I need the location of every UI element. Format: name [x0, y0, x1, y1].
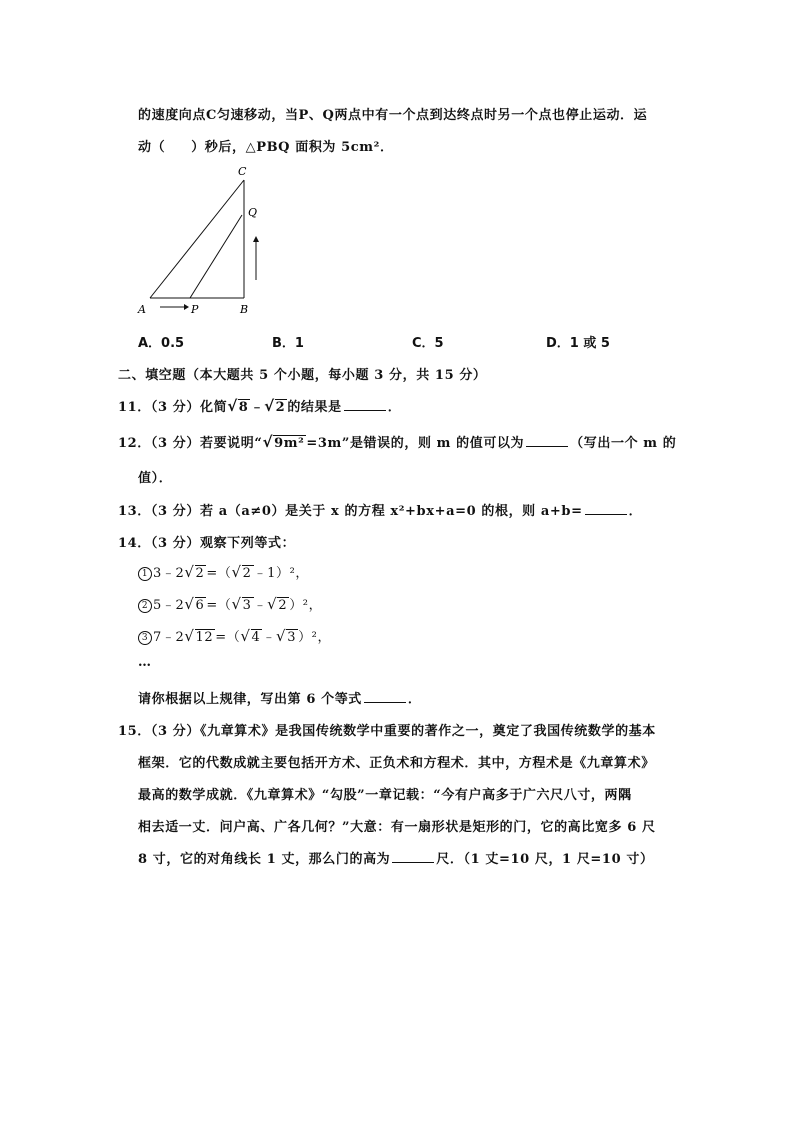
q14-ellipsis: …	[138, 655, 152, 670]
q10-line1: 的速度向点C匀速移动，当P、Q两点中有一个点到达终点时另一个点也停止运动．运	[138, 108, 648, 123]
q14-eq-3	[138, 626, 331, 645]
label-p: P	[191, 303, 199, 316]
eq1-rhs-radicand: 2	[242, 566, 252, 581]
q11-answer-blank	[344, 400, 386, 411]
q12-eq: =3m	[306, 436, 342, 451]
sqrt-4: √4	[240, 627, 261, 645]
label-a: A	[138, 303, 146, 316]
circled-number-3: 3	[138, 631, 152, 645]
eq2-lhs-radicand: 6	[195, 598, 205, 613]
eq3-rhs-open: =（	[215, 630, 241, 645]
eq2-rhs-radicand-1: 3	[242, 598, 252, 613]
q15-line5	[138, 848, 654, 867]
label-c: C	[238, 165, 247, 178]
q12-answer-blank	[526, 436, 568, 447]
q15-answer-blank	[392, 852, 434, 863]
eq1-rhs-open: =（	[206, 566, 232, 581]
q12-pre: （3 分）若要说明“	[150, 436, 263, 451]
sqrt-2: √2	[231, 563, 252, 581]
eq3-rhs-radicand-2: 3	[287, 630, 297, 645]
sqrt-9m2: √9m²	[262, 433, 305, 451]
arrow-ap-head-icon	[184, 304, 189, 310]
eq2-lhs: 5﹣2	[153, 598, 185, 613]
q13-answer-blank	[585, 504, 627, 515]
option-c: C．5	[412, 336, 444, 351]
q15-line1: （3 分）《九章算术》是我国传统数学中重要的著作之一，奠定了我国传统数学的基本	[150, 724, 656, 739]
q11-radicand-1: 8	[238, 400, 249, 415]
q15-line5-b: 尺．（1 丈=10 尺，1 尺=10 寸）	[436, 852, 654, 867]
q14-number: 14．	[118, 536, 151, 551]
eq2-rhs-open: =（	[206, 598, 232, 613]
label-b: B	[240, 303, 249, 316]
q11-end: ．	[387, 400, 402, 415]
q15-line5-a: 8 寸，它的对角线长 1 丈，那么门的高为	[138, 852, 391, 867]
eq1-lhs: 3﹣2	[153, 566, 185, 581]
option-b: B．1	[272, 336, 304, 351]
q15-line2: 框架．它的代数成就主要包括开方术、正负术和方程术．其中，方程术是《九章算术》	[138, 756, 655, 771]
q14-answer-blank	[364, 692, 406, 703]
eq3-lhs-radicand: 12	[195, 630, 214, 645]
eq2-rhs-close: ）²，	[289, 598, 323, 613]
q11-text: （3 分）化简	[150, 400, 228, 415]
q11-radicand-2: 2	[275, 400, 286, 415]
segment-ac	[150, 180, 244, 298]
q15-line3: 最高的数学成就．《九章算术》“勾股”一章记载：“今有户高多于广六尺八寸，两隅	[138, 788, 632, 803]
section-title: 二、填空题（本大题共 5 个小题，每小题 3 分，共 15 分）	[118, 368, 487, 383]
eq2-rhs-minus: ﹣	[253, 598, 268, 613]
eq3-rhs-radicand-1: 4	[251, 630, 261, 645]
arrow-bq-head-icon	[253, 236, 259, 242]
sqrt-12: √12	[184, 627, 214, 645]
sqrt-8: √8	[227, 397, 249, 415]
option-a: A．0.5	[138, 336, 185, 351]
option-d: D．1 或 5	[546, 336, 610, 351]
q11-minus: ﹣	[250, 400, 265, 415]
sqrt-3: √3	[276, 627, 297, 645]
q12-number: 12．	[118, 436, 151, 451]
q13-end: ．	[628, 504, 643, 519]
eq3-rhs-close: ）²，	[298, 630, 332, 645]
q14-title: （3 分）观察下列等式：	[150, 536, 296, 551]
sqrt-2: √2	[267, 595, 288, 613]
q15-number: 15．	[118, 724, 151, 739]
q15-line4: 相去适一丈．问户高、广各几何？”大意：有一扇形状是矩形的门，它的高比宽多 6 尺	[138, 820, 656, 835]
q14-eq-2	[138, 594, 322, 613]
q11-number: 11．	[118, 400, 151, 415]
eq3-lhs: 7﹣2	[153, 630, 185, 645]
q12-tail: （写出一个 m 的	[570, 436, 677, 451]
q10-line2-a: 动（	[138, 140, 166, 155]
eq1-rhs-close: ﹣1）²，	[253, 566, 310, 581]
q12-radicand: 9m²	[274, 436, 305, 451]
triangle-figure	[130, 160, 280, 325]
eq2-rhs-radicand-2: 2	[278, 598, 288, 613]
q13-number: 13．	[118, 504, 151, 519]
question-12	[118, 432, 676, 451]
circled-number-2: 2	[138, 599, 152, 613]
question-11	[118, 396, 401, 415]
q13-text: （3 分）若 a（a≠0）是关于 x 的方程 x²+bx+a=0 的根，则 a+b=	[150, 504, 583, 519]
eq3-rhs-minus: ﹣	[262, 630, 277, 645]
sqrt-2: √2	[264, 397, 286, 415]
q14-eq-1	[138, 562, 309, 581]
sqrt-6: √6	[184, 595, 205, 613]
q12-line2: 值）．	[138, 471, 173, 486]
eq1-lhs-radicand: 2	[195, 566, 205, 581]
q14-ask	[138, 688, 422, 707]
q10-line2	[138, 136, 394, 155]
segment-pq	[190, 215, 242, 298]
question-13	[118, 500, 642, 519]
circled-number-1: 1	[138, 567, 152, 581]
q14-end: ．	[407, 692, 422, 707]
label-q: Q	[248, 206, 258, 219]
sqrt-3: √3	[231, 595, 252, 613]
q10-line2-b: ）秒后，△PBQ 面积为 5cm²．	[191, 140, 394, 155]
question-14	[118, 532, 295, 551]
sqrt-2: √2	[184, 563, 205, 581]
q14-ask-text: 请你根据以上规律，写出第 6 个等式	[138, 692, 362, 707]
question-15	[118, 720, 656, 739]
q11-tail: 的结果是	[287, 400, 342, 415]
q12-post: ”是错误的，则 m 的值可以为	[341, 436, 525, 451]
